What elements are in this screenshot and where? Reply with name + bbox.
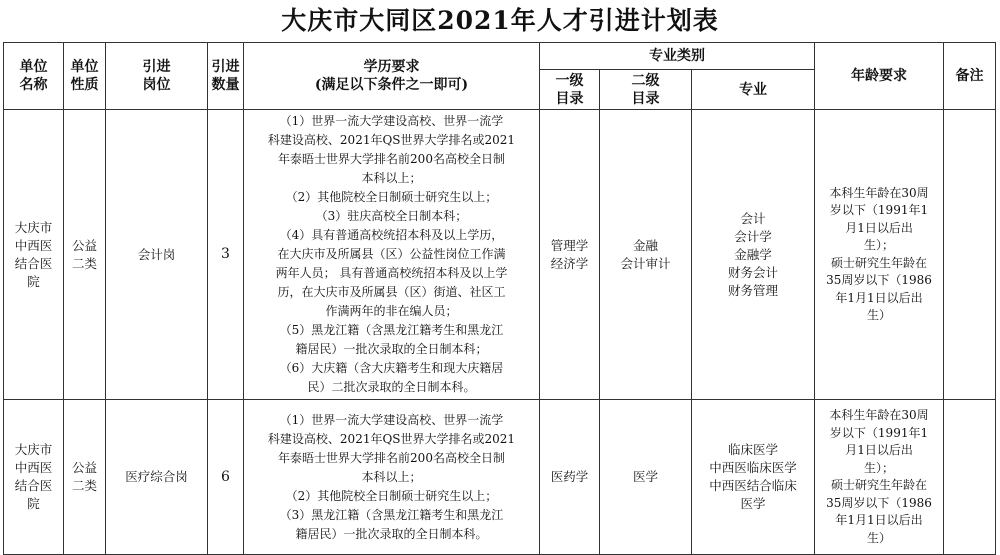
talent-plan-table [3, 42, 996, 555]
quota-cell: 6 [208, 400, 244, 555]
education-cell: （1）世界一流大学建设高校、世界一流学 科建设高校、2021年QS世界大学排名或2021 年泰晤士世界大学排名前200名高校全日制 本科以上； （2）其他院校全日制硕士研究生以上； （3）驻庆高校全日制本科； （4）具有普通高校统招本科及以上学历， 在大庆市及所属县（区）公益性岗位工作满 两年人员； 具有普通高校统招本科及以上学 历，在大庆市及所属县（区）街道、社区工 作满两年的非在编人员； （5）黑龙江籍（含黑龙江籍考生和黑龙江 籍居民）一批次录取的全日制本科； （6）大庆籍（含大庆籍考生和现大庆籍居 民）二批次录取的全日制本科。 [244, 110, 540, 400]
position-cell: 医疗综合岗 [106, 400, 208, 555]
unit-type-cell: 公益 二类 [64, 400, 106, 555]
header-position: 引进 岗位 [106, 43, 208, 110]
header-unit-type: 单位 性质 [64, 43, 106, 110]
level2-cell: 金融 会计审计 [600, 110, 692, 400]
header-major: 专业 [692, 70, 815, 110]
header-unit-name: 单位 名称 [4, 43, 64, 110]
education-cell: （1）世界一流大学建设高校、世界一流学 科建设高校、2021年QS世界大学排名或2021 年泰晤士世界大学排名前200名高校全日制 本科以上； （2）其他院校全日制硕士研究生以上； （3）黑龙江籍（含黑龙江籍考生和黑龙江 籍居民）一批次录取的全日制本科。 [244, 400, 540, 555]
quota-cell: 3 [208, 110, 244, 400]
header-row-1 [4, 43, 996, 70]
header-remarks: 备注 [944, 43, 996, 110]
unit-type-cell: 公益 二类 [64, 110, 106, 400]
table-row [4, 110, 996, 400]
header-quota: 引进 数量 [208, 43, 244, 110]
header-age: 年龄要求 [815, 43, 944, 110]
header-level2: 二级 目录 [600, 70, 692, 110]
position-cell: 会计岗 [106, 110, 208, 400]
unit-name-cell: 大庆市 中西医 结合医 院 [4, 400, 64, 555]
level2-cell: 医学 [600, 400, 692, 555]
major-cell: 会计 会计学 金融学 财务会计 财务管理 [692, 110, 815, 400]
header-level1: 一级 目录 [540, 70, 600, 110]
age-cell: 本科生年龄在30周 岁以下（1991年1 月1日以后出 生）； 硕士研究生年龄在 35周岁以下（1986 年1月1日以后出 生） [815, 110, 944, 400]
major-cell: 临床医学 中西医临床医学 中西医结合临床 医学 [692, 400, 815, 555]
header-major-category: 专业类别 [540, 43, 815, 70]
page-title: 大庆市大同区2021年人才引进计划表 [281, 6, 719, 35]
remarks-cell [944, 110, 996, 400]
unit-name-cell: 大庆市 中西医 结合医 院 [4, 110, 64, 400]
table-row [4, 400, 996, 555]
header-education: 学历要求 (满足以下条件之一即可) [244, 43, 540, 110]
age-cell: 本科生年龄在30周 岁以下（1991年1 月1日以后出 生）； 硕士研究生年龄在 35周岁以下（1986 年1月1日以后出 生） [815, 400, 944, 555]
remarks-cell [944, 400, 996, 555]
level1-cell: 医药学 [540, 400, 600, 555]
level1-cell: 管理学 经济学 [540, 110, 600, 400]
